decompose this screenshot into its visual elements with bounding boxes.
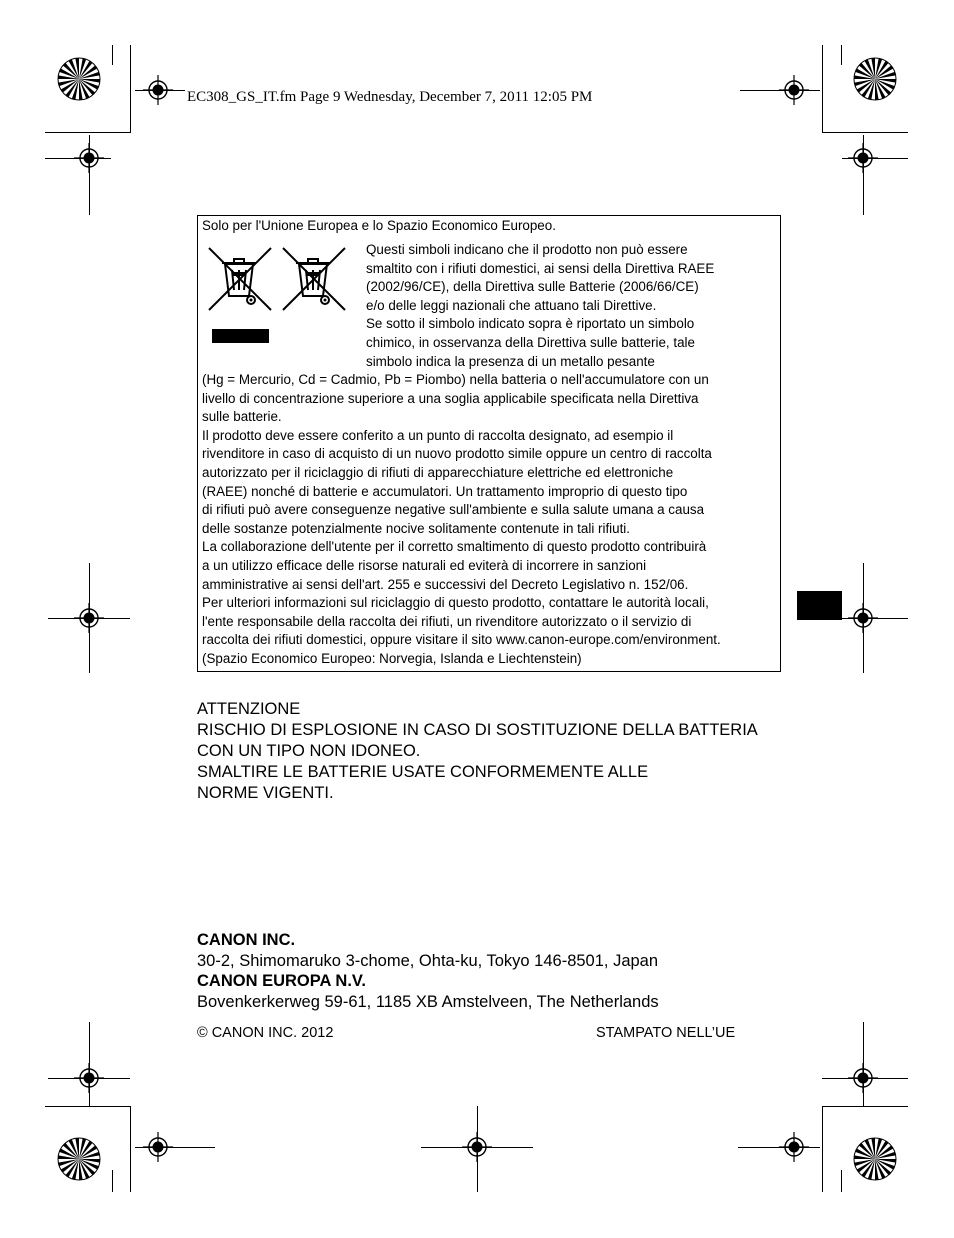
- chemical-symbol-bar: [212, 329, 269, 343]
- text-line: e/o delle leggi nazionali che attuano tali Direttive.: [366, 297, 657, 313]
- company-name: CANON EUROPA N.V.: [197, 972, 366, 990]
- text-line: Il prodotto deve essere conferito a un punto di raccolta designato, ad esempio il: [202, 427, 674, 443]
- text-line: rivenditore in caso di acquisto di un nuovo prodotto simile oppure un centro di raccolta: [202, 446, 712, 462]
- registration-mark-icon: [779, 75, 809, 105]
- symbol-description: [366, 241, 714, 371]
- text-line: Se sotto il simbolo indicato sopra è riportato un simbolo: [366, 316, 695, 332]
- section-tab: [797, 591, 842, 620]
- file-info-header: EC308_GS_IT.fm Page 9 Wednesday, December 7, 2011 12:05 PM: [187, 89, 593, 105]
- registration-mark-icon: [848, 1063, 878, 1093]
- text-line: chimico, in osservanza della Direttiva sulle batterie, tale: [366, 334, 695, 350]
- company-name: CANON INC.: [197, 931, 296, 949]
- registration-mark-icon: [74, 1063, 104, 1093]
- text-line: l'ente responsabile della raccolta dei rifiuti, un rivenditore autorizzato o il servizio di: [202, 613, 692, 629]
- text-line: La collaborazione dell'utente per il corretto smaltimento di questo prodotto contribuirà: [202, 539, 707, 555]
- registration-mark-icon: [143, 75, 173, 105]
- text-line: autorizzato per il riciclaggio di rifiuti di apparecchiature elettriche ed elettroniche: [202, 464, 674, 480]
- registration-mark-icon: [74, 603, 104, 633]
- text-line: sulle batterie.: [202, 409, 282, 425]
- copyright: © CANON INC. 2012: [197, 1025, 334, 1041]
- starburst-mark-icon: [57, 1137, 101, 1181]
- company-address: Bovenkerkerweg 59-61, 1185 XB Amstelveen, The Netherlands: [197, 992, 659, 1011]
- registration-mark-icon: [143, 1132, 173, 1162]
- registration-mark-icon: [848, 143, 878, 173]
- text-line: livello di concentrazione superiore a una soglia applicabile specificata nella Direttiva: [202, 390, 699, 406]
- company-address: 30-2, Shimomaruko 3-chome, Ohta-ku, Tokyo 146-8501, Japan: [197, 951, 659, 970]
- text-line: raccolta dei rifiuti domestici, oppure visitare il sito www.canon-europe.com/environment.: [202, 632, 721, 648]
- crossed-bin-icon: [279, 244, 349, 314]
- text-line: a un utilizzo efficace delle risorse naturali ed eviterà di incorrere in sanzioni: [202, 557, 647, 573]
- warning-line: NORME VIGENTI.: [197, 784, 334, 802]
- text-line: (Hg = Mercurio, Cd = Cadmio, Pb = Piombo) nella batteria o nell'accumulatore con un: [202, 372, 709, 387]
- printed-in: STAMPATO NELL’UE: [596, 1025, 736, 1041]
- text-line: simbolo indica la presenza di un metallo pesante: [366, 353, 655, 369]
- text-line: (Spazio Economico Europeo: Norvegia, Islanda e Liechtenstein): [202, 650, 582, 666]
- text-line: (2002/96/CE), della Direttiva sulle Batterie (2006/66/CE): [366, 279, 699, 295]
- notice-body: [202, 371, 780, 669]
- starburst-mark-icon: [853, 57, 897, 101]
- text-line: Per ulteriori informazioni sul riciclaggio di questo prodotto, contattare le autorità locali,: [202, 595, 709, 611]
- crossed-bin-icon: [205, 244, 275, 314]
- starburst-mark-icon: [57, 57, 101, 101]
- registration-mark-icon: [74, 143, 104, 173]
- registration-mark-icon: [462, 1132, 492, 1162]
- warning-line: CON UN TIPO NON IDONEO.: [197, 742, 421, 760]
- text-line: smaltito con i rifiuti domestici, ai sensi della Direttiva RAEE: [366, 260, 715, 276]
- text-line: delle sostanze potenzialmente nocive solitamente contenute in tali rifiuti.: [202, 520, 631, 536]
- text-line: amministrative ai sensi dell'art. 255 e successivi del Decreto Legislativo n. 152/06.: [202, 576, 689, 592]
- company-addresses: [197, 930, 659, 1012]
- notice-title: Solo per l'Unione Europea e lo Spazio Economico Europeo.: [202, 218, 556, 233]
- battery-warning: [197, 699, 758, 804]
- warning-line: RISCHIO DI ESPLOSIONE IN CASO DI SOSTITUZIONE DELLA BATTERIA: [197, 721, 758, 739]
- starburst-mark-icon: [853, 1137, 897, 1181]
- text-line: Questi simboli indicano che il prodotto non può essere: [366, 242, 688, 257]
- registration-mark-icon: [848, 603, 878, 633]
- warning-line: SMALTIRE LE BATTERIE USATE CONFORMEMENTE ALLE: [197, 763, 649, 781]
- registration-mark-icon: [779, 1132, 809, 1162]
- text-line: di rifiuti può avere conseguenze negative sull'ambiente e sulla salute umana a causa: [202, 502, 705, 518]
- text-line: (RAEE) nonché di batterie e accumulatori. Un trattamento improprio di questo tipo: [202, 483, 688, 499]
- warning-heading: ATTENZIONE: [197, 700, 301, 718]
